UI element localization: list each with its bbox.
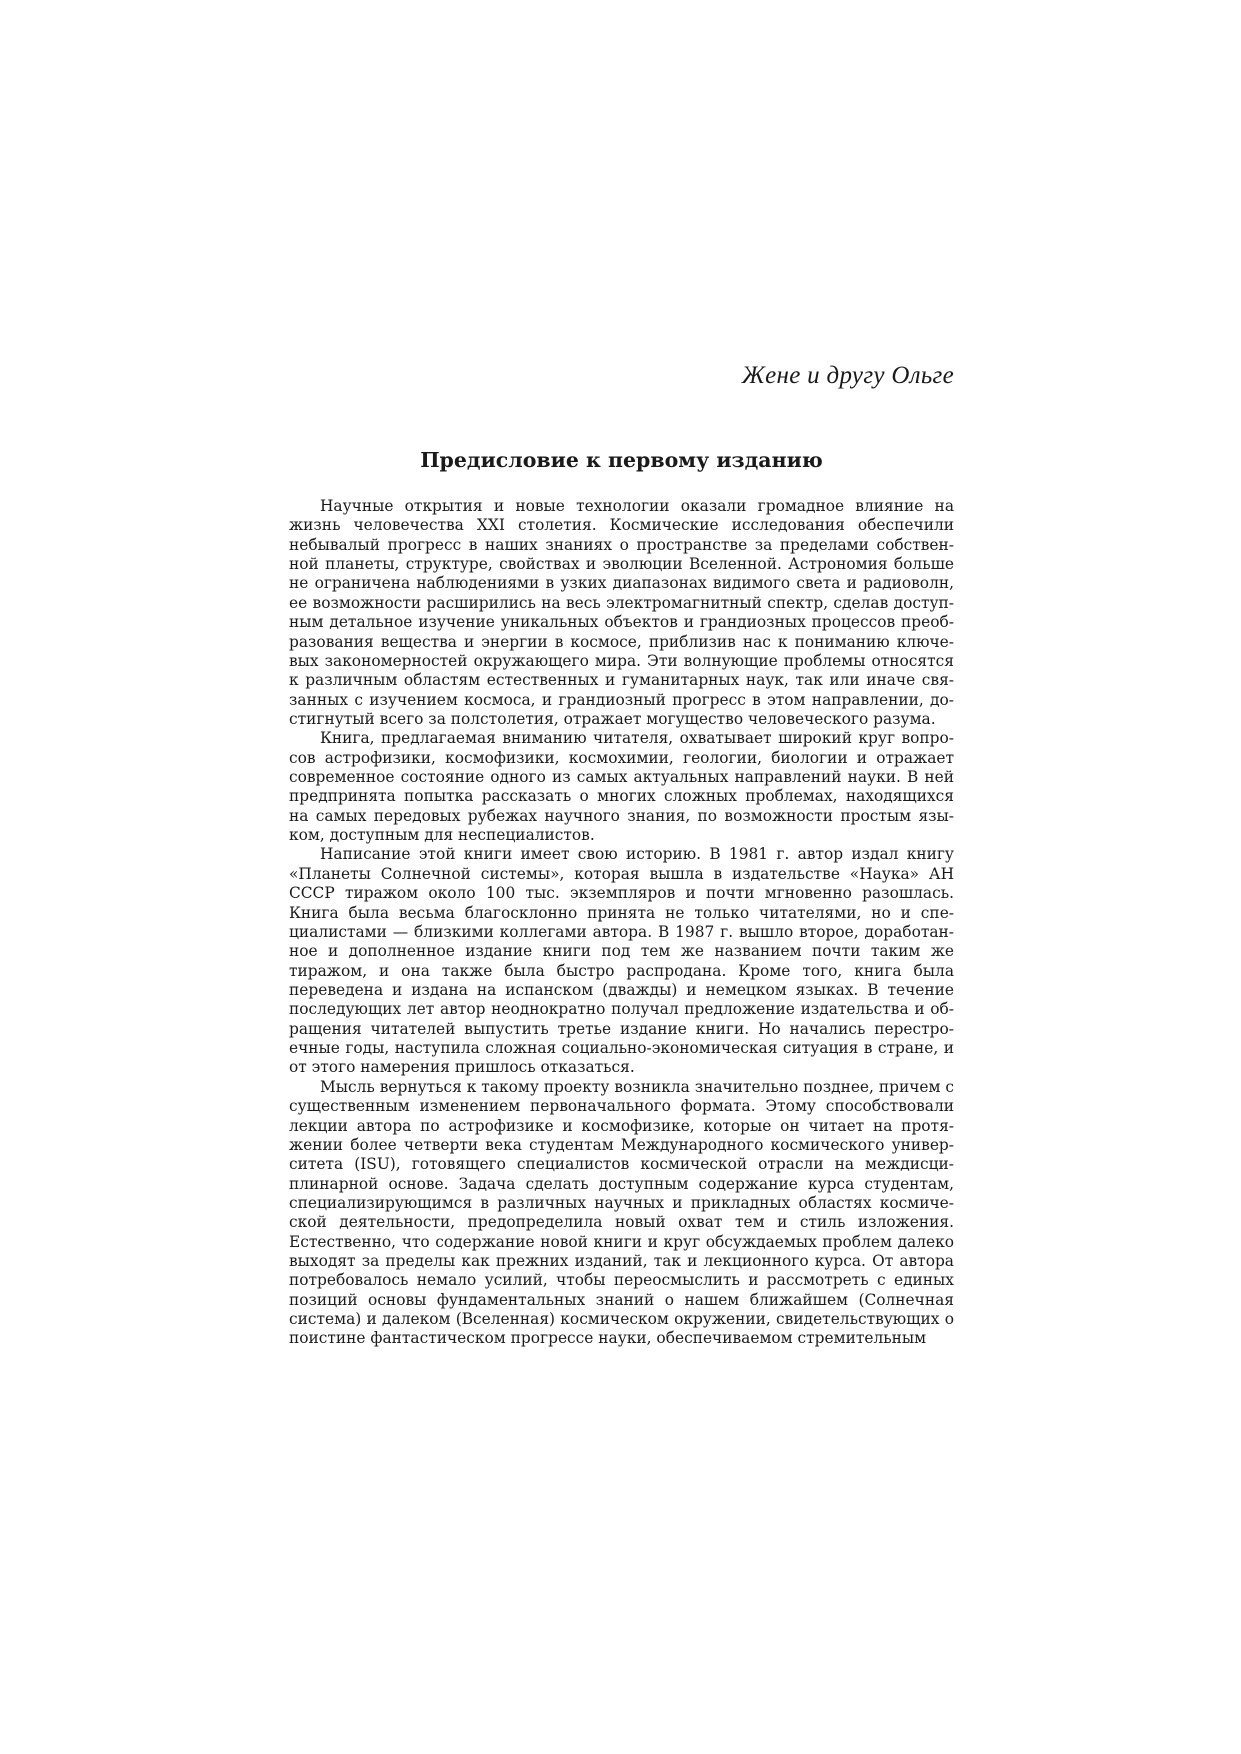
paragraph: Научные открытия и новые технологии оказали громадное влияние на жизнь человечества XXI столетия. Космические исследования обеспечили небывалый прогресс в наших знаниях о пространстве за пределами собственной планеты, структуре, свойствах и эволюции Вселенной. Астрономия больше не ограничена наблюдениями в узких диапазонах видимого света и радиоволн, ее возможности расширились на весь электромагнитный спектр, сделав доступным детальное изучение уникальных объектов и грандиозных процессов преобразования вещества и энергии в космосе, приблизив нас к пониманию ключевых закономерностей окружающего мира. Эти волнующие проблемы относятся к различным областям естественных и гуманитарных наук, так или иначе связанных с изучением космоса, и грандиозный прогресс в этом направлении, достигнутый всего за полстолетия, отражает могущество человеческого разума. — [289, 497, 954, 728]
dedication: Жене и другу Ольге — [741, 362, 954, 389]
paragraph: Написание этой книги имеет свою историю. В 1981 г. автор издал книгу «Планеты Солнечной системы», которая вышла в издательстве «Наука» АН СССР тиражом около 100 тыс. экземпляров и почти мгновенно разошлась. Книга была весьма благосклонно принята не только читателями, но и специалистами — близкими коллегами автора. В 1987 г. вышло второе, доработанное и дополненное издание книги под тем же названием почти таким же тиражом, и она также была быстро распродана. Кроме того, книга была переведена и издана на испанском (дважды) и немецком языках. В течение последующих лет автор неоднократно получал предложение издательства и обращения читателей выпустить третье издание книги. Но начались перестроечные годы, наступила сложная социально-экономическая ситуация в стране, и от этого намерения пришлось отказаться. — [289, 845, 954, 1077]
document-page — [289, 0, 954, 1754]
page-title: Предисловие к первому изданию — [420, 448, 823, 472]
preface-body — [289, 497, 954, 1349]
paragraph: Книга, предлагаемая вниманию читателя, охватывает широкий круг вопросов астрофизики, космофизики, космохимии, геологии, биологии и отражает современное состояние одного из самых актуальных направлений науки. В ней предпринята попытка рассказать о многих сложных проблемах, находящихся на самых передовых рубежах научного знания, по возможности простым языком, доступным для неспециалистов. — [289, 729, 954, 845]
paragraph: Мысль вернуться к такому проекту возникла значительно позднее, причем с существенным изменением первоначального формата. Этому способствовали лекции автора по астрофизике и космофизике, которые он читает на протяжении более четверти века студентам Международного космического университета (ISU), готовящего специалистов космической отрасли на междисциплинарной основе. Задача сделать доступным содержание курса студентам, специализирующимся в различных научных и прикладных областях космической деятельности, предопределила новый охват тем и стиль изложения. Естественно, что содержание новой книги и круг обсуждаемых проблем далеко выходят за пределы как прежних изданий, так и лекционного курса. От автора потребовалось немало усилий, чтобы переосмыслить и рассмотреть с единых позиций основы фундаментальных знаний о нашем ближайшем (Солнечная система) и далеком (Вселенная) космическом окружении, свидетельствующих о поистине фантастическом прогрессе науки, обеспечиваемом стремительным — [289, 1077, 954, 1348]
